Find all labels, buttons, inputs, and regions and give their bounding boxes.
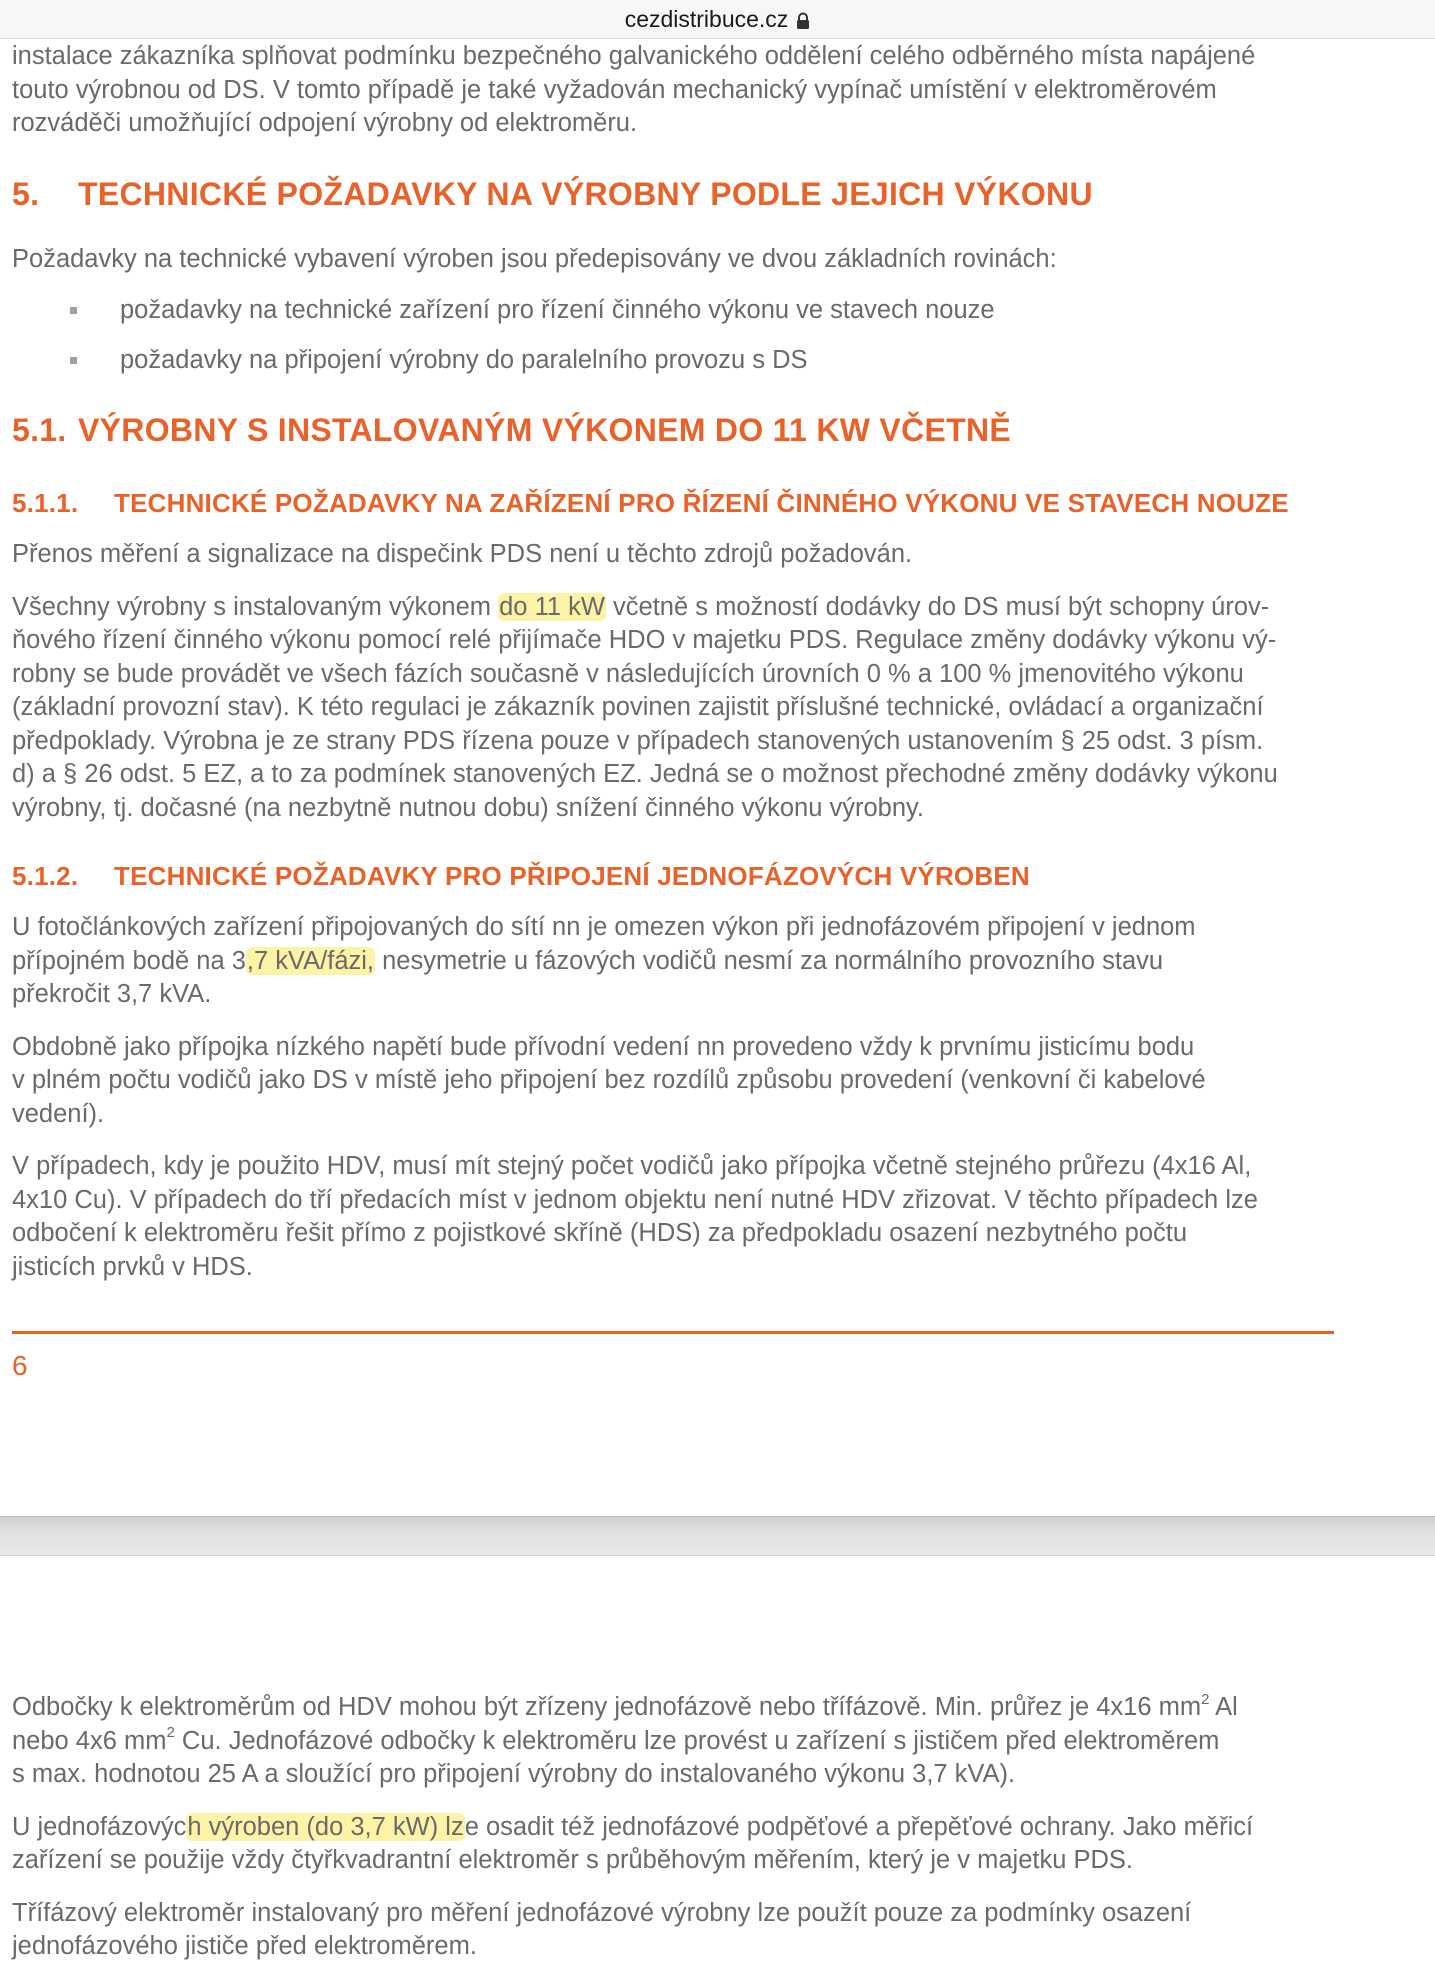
highlighted-text: do 11 kW — [499, 592, 605, 621]
intro-line: touto výrobnou od DS. V tomto případě je také vyžadován mechanický vypínač umístění v elektroměrovém — [12, 75, 1217, 104]
paragraph: Všechny výrobny s instalovaným výkonem do 11 kW včetně s možností dodávky do DS musí být schopny úrov- — [12, 592, 1270, 621]
paragraph-line: s max. hodnotou 25 A a sloužící pro připojení výrobny do instalovaného výkonu 3,7 kVA). — [12, 1760, 1016, 1788]
document-page-1 — [12, 40, 1362, 141]
section-title: VÝROBNY S INSTALOVANÝM VÝKONEM DO 11 KW VČETNĚ — [78, 412, 1012, 448]
intro-line: instalace zákazníka splňovat podmínku bezpečného galvanického oddělení celého odběrného místa napájené — [12, 42, 1256, 70]
section-5-1-2-body — [12, 911, 1362, 1284]
highlighted-text: h výroben (do 3,7 kW) lz — [187, 1812, 464, 1841]
paragraph-line: odbočení k elektroměru řešit přímo z pojistkové skříně (HDS) za předpokladu osazení nezbytného počtu — [12, 1219, 1188, 1247]
paragraph-line: V případech, kdy je použito HDV, musí mít stejný počet vodičů jako přípojka včetně stejného průřezu (4x16 Al, — [12, 1152, 1252, 1180]
section-title: TECHNICKÉ POŽADAVKY NA ZAŘÍZENÍ PRO ŘÍZENÍ ČINNÉHO VÝKONU VE STAVECH NOUZE — [114, 488, 1289, 518]
section-5-1-heading — [12, 412, 1362, 449]
section-5-body — [12, 243, 1362, 378]
paragraph-line: zařízení se použije vždy čtyřkvadrantní elektroměr s průběhovým měřením, který je v majetku PDS. — [12, 1846, 1134, 1874]
lock-icon — [796, 12, 810, 30]
section-5-1-1-heading — [12, 488, 1362, 519]
paragraph-line: Obdobně jako přípojka nízkého napětí bude přívodní vedení nn provedeno vždy k prvnímu jisticímu bodu — [12, 1032, 1195, 1061]
section-5-1-1-body — [12, 538, 1362, 825]
lead-paragraph: Požadavky na technické vybavení výroben jsou předepisovány ve dvou základních rovinách: — [12, 245, 1057, 273]
intro-line: rozváděči umožňující odpojení výrobny od elektroměru. — [12, 109, 638, 137]
paragraph-line: vedení). — [12, 1099, 105, 1128]
paragraph-line: ňového řízení činného výkonu pomocí relé přijímače HDO v majetku PDS. Regulace změny dodávky výkonu vý- — [12, 626, 1277, 654]
bullet-icon — [70, 307, 77, 314]
paragraph-line: (základní provozní stav). K této regulaci je zákazník povinen zajistit příslušné technické, ovládací a organizační — [12, 693, 1264, 721]
paragraph-line: přípojném bodě na 3,7 kVA/fázi, nesymetrie u fázových vodičů nesmí za normálního provozního stavu — [12, 946, 1164, 975]
paragraph-line: d) a § 26 odst. 5 EZ, a to za podmínek stanovených EZ. Jedná se o možnost přechodné změny dodávky výkonu — [12, 760, 1278, 788]
section-5-heading — [12, 176, 1362, 213]
paragraph-line: U fotočlánkových zařízení připojovaných do sítí nn je omezen výkon při jednofázovém připojení v jednom — [12, 913, 1196, 941]
page-number: 6 — [12, 1350, 28, 1381]
paragraph-line: 4x10 Cu). V případech do tří předacích míst v jednom objektu není nutné HDV zřizovat. V těchto případech lze — [12, 1185, 1258, 1214]
paragraph-line: U jednofázových výroben (do 3,7 kW) lze osadit též jednofázové podpěťové a přepěťové ochrany. Jako měřicí — [12, 1812, 1254, 1841]
list-item: požadavky na připojení výrobny do paralelního provozu s DS — [12, 344, 1362, 378]
paragraph-line: Třífázový elektroměr instalovaný pro měření jednofázové výrobny lze použít pouze za podmínky osazení — [12, 1898, 1192, 1927]
paragraph-line: překročit 3,7 kVA. — [12, 980, 212, 1008]
section-number: 5.1. — [12, 412, 67, 448]
section-5-1-2-heading — [12, 861, 1362, 892]
section-number: 5.1.1. — [12, 488, 79, 518]
footer-rule — [12, 1331, 1334, 1334]
section-title: TECHNICKÉ POŽADAVKY NA VÝROBNY PODLE JEJICH VÝKONU — [78, 176, 1093, 212]
paragraph-line: předpoklady. Výrobna je ze strany PDS řízena pouze v případech stanovených ustanovením § 25 odst. 3 písm. — [12, 726, 1264, 755]
paragraph-line: jisticích prvků v HDS. — [12, 1252, 253, 1281]
paragraph-line: výrobny, tj. dočasné (na nezbytně nutnou dobu) snížení činného výkonu výrobny. — [12, 793, 924, 822]
paragraph-line: jednofázového jističe před elektroměrem. — [12, 1932, 477, 1960]
section-title: TECHNICKÉ POŽADAVKY PRO PŘIPOJENÍ JEDNOFÁZOVÝCH VÝROBEN — [114, 861, 1030, 891]
address-bar[interactable] — [0, 0, 1435, 39]
page-separator — [0, 1516, 1435, 1556]
section-number: 5. — [12, 176, 40, 212]
paragraph-line: Odbočky k elektroměrům od HDV mohou být zřízeny jednofázově nebo třífázově. Min. průřez je 4x16 $mm^2$ Al — [12, 1690, 1238, 1721]
bullet-icon — [70, 357, 77, 364]
document-page-2 — [12, 1691, 1362, 1964]
domain-label: cezdistribuce.cz — [624, 5, 789, 32]
paragraph: Přenos měření a signalizace na dispečink PDS není u těchto zdrojů požadován. — [12, 540, 913, 568]
paragraph-line: v plném počtu vodičů jako DS v místě jeho připojení bez rozdílů způsobu provedení (venkovní či kabelové — [12, 1066, 1206, 1094]
paragraph-line: robny se bude provádět ve všech fázích současně v následujících úrovních 0 % a 100 % jmenovitého výkonu — [12, 659, 1244, 688]
highlighted-text: ,7 kVA/fázi, — [246, 946, 374, 975]
paragraph-line: nebo 4x6 $mm^2$ Cu. Jednofázové odbočky k elektroměru lze provést u zařízení s jističem před elektroměrem — [12, 1724, 1220, 1755]
list-item: požadavky na technické zařízení pro řízení činného výkonu ve stavech nouze — [12, 294, 1362, 328]
section-number: 5.1.2. — [12, 861, 79, 891]
